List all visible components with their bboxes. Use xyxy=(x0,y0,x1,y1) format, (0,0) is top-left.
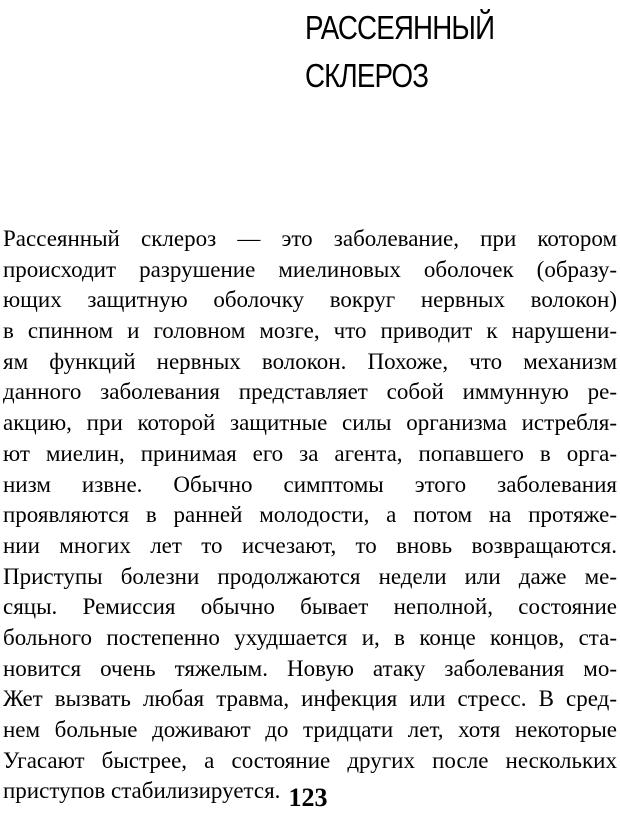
chapter-title-line-2: СКЛЕРОЗ xyxy=(305,57,429,94)
text-line: больного постепенно ухудшается и, в конце концов, ста- xyxy=(3,624,617,650)
text-line: Приступы болезни продолжаются недели или даже ме- xyxy=(3,563,617,589)
body-paragraph xyxy=(3,224,617,807)
text-line: данного заболевания представляет собой иммунную ре- xyxy=(3,379,617,405)
text-line: новится очень тяжелым. Новую атаку заболевания мо- xyxy=(3,655,617,681)
chapter-title xyxy=(305,4,494,100)
text-line: Жет вызвать любая травма, инфекция или стресс. В сред- xyxy=(3,686,617,712)
text-line: акцию, при которой защитные силы организма истребля- xyxy=(3,410,617,436)
text-line: нии многих лет то исчезают, то вновь возвращаются. xyxy=(3,532,617,558)
text-line: Рассеянный склероз — это заболевание, при котором xyxy=(3,226,617,251)
page-number: 123 xyxy=(288,783,328,812)
text-line: Угасают быстрее, а состояние других после нескольких xyxy=(3,747,617,773)
text-line: сяцы. Ремиссия обычно бывает неполной, состояние xyxy=(3,594,617,620)
text-line: нем больные доживают до тридцати лет, хотя некоторые xyxy=(3,717,617,742)
text-line: проявляются в ранней молодости, а потом на протяже- xyxy=(3,502,617,528)
text-line: ющих защитную оболочку вокруг нервных волокон) xyxy=(3,287,617,313)
text-line: в спинном и головном мозге, что приводит к нарушени- xyxy=(3,318,617,344)
chapter-title-line-1: РАССЕЯННЫЙ xyxy=(305,9,495,46)
text-line: происходит разрушение миелиновых оболочек (образу- xyxy=(3,256,617,282)
text-line: ют миелин, принимая его за агента, попавшего в орга- xyxy=(3,440,617,466)
text-line: низм извне. Обычно симптомы этого заболевания xyxy=(3,471,617,497)
text-line: приступов стабилизируется. xyxy=(3,778,281,804)
text-line: ям функций нервных волокон. Похоже, что механизм xyxy=(3,348,617,374)
